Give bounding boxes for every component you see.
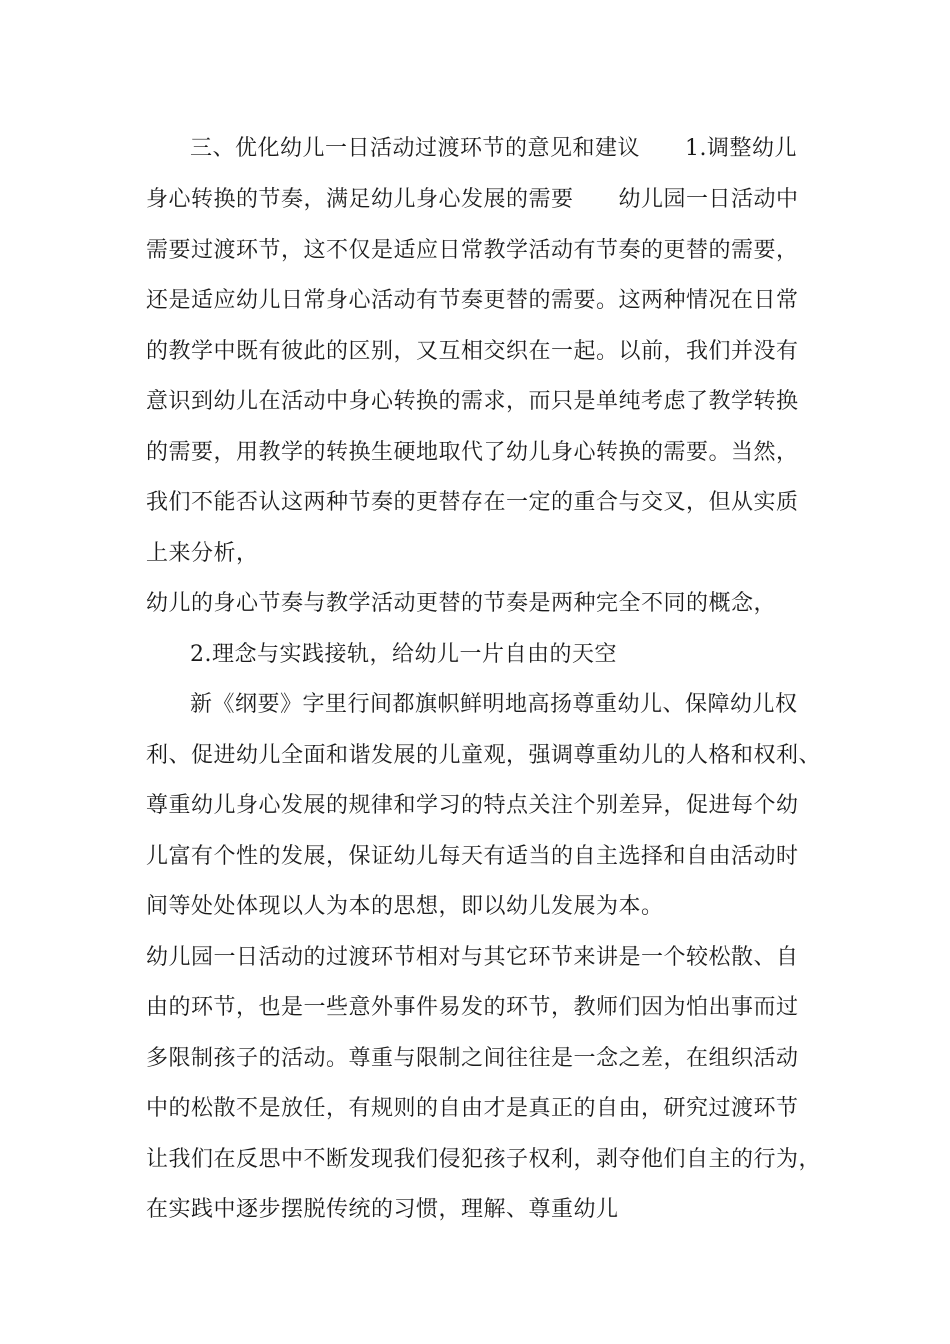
text-line-7: 的需要，用教学的转换生硬地取代了幼儿身心转换的需要。当然， (146, 440, 799, 465)
text-line-19: 多限制孩子的活动。尊重与限制之间往往是一念之差，在组织活动 (146, 1046, 799, 1071)
text-line-6: 意识到幼儿在活动中身心转换的需求，而只是单纯考虑了教学转换 (146, 389, 799, 414)
text-line-16: 间等处处体现以人为本的思想，即以幼儿发展为本。 (146, 894, 664, 919)
text-line-12: 新《纲要》字里行间都旗帜鲜明地高扬尊重幼儿、保障幼儿权 (190, 692, 798, 717)
text-line-10: 幼儿的身心节奏与教学活动更替的节奏是两种完全不同的概念， (146, 591, 777, 616)
text-line-8: 我们不能否认这两种节奏的更替存在一定的重合与交叉，但从实质 (146, 490, 799, 515)
text-line-22: 在实践中逐步摆脱传统的习惯，理解、尊重幼儿 (146, 1197, 619, 1222)
text-line-15: 儿富有个性的发展，保证幼儿每天有适当的自主选择和自由活动时 (146, 844, 799, 869)
text-line-21: 让我们在反思中不断发现我们侵犯孩子权利，剥夺他们自主的行为， (146, 1147, 822, 1172)
text-line-13: 利、促进幼儿全面和谐发展的儿童观，强调尊重幼儿的人格和权利、 (146, 743, 822, 768)
text-line-17: 幼儿园一日活动的过渡环节相对与其它环节来讲是一个较松散、自 (146, 945, 799, 970)
text-line-3: 需要过渡环节，这不仅是适应日常教学活动有节奏的更替的需要， (146, 238, 799, 263)
text-line-4: 还是适应幼儿日常身心活动有节奏更替的需要。这两种情况在日常 (146, 288, 799, 313)
text-line-14: 尊重幼儿身心发展的规律和学习的特点关注个别差异，促进每个幼 (146, 793, 799, 818)
text-line-5: 的教学中既有彼此的区别，又互相交织在一起。以前，我们并没有 (146, 339, 799, 364)
text-line-2: 身心转换的节奏，满足幼儿身心发展的需要 幼儿园一日活动中 (146, 187, 799, 212)
text-line-20: 中的松散不是放任，有规则的自由才是真正的自由，研究过渡环节 (146, 1096, 799, 1121)
text-line-18: 由的环节，也是一些意外事件易发的环节，教师们因为怕出事而过 (146, 995, 799, 1020)
text-line-9: 上来分析， (146, 541, 259, 566)
text-line-1: 三、优化幼儿一日活动过渡环节的意见和建议 1.调整幼儿 (190, 136, 797, 161)
section-heading-2: 2.理念与实践接轨，给幼儿一片自由的天空 (190, 642, 617, 667)
